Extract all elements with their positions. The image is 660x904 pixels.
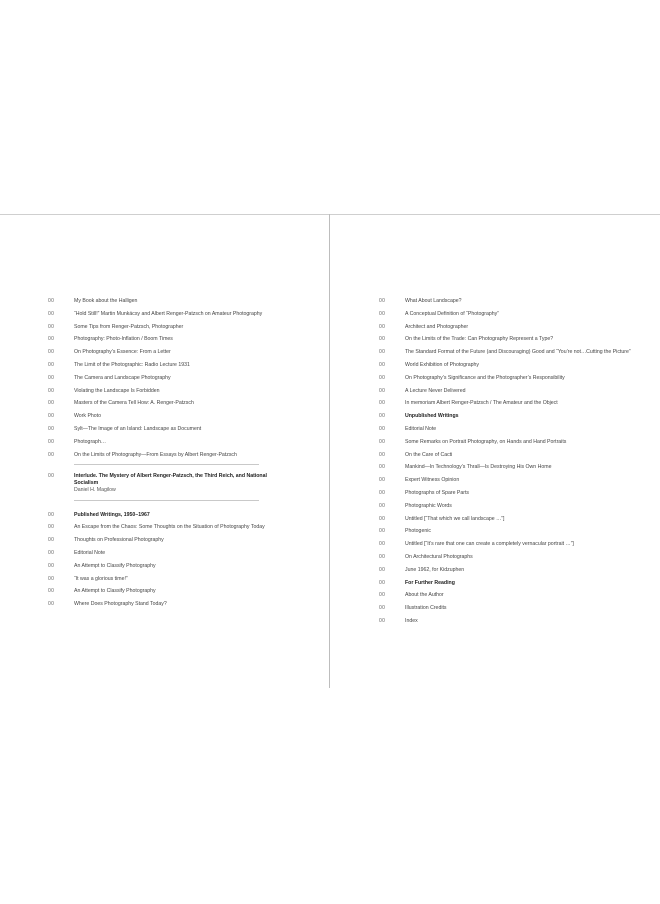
- page-number: 00: [48, 524, 55, 531]
- toc-entry-title: Architect and Photographer: [405, 323, 469, 330]
- toc-entry-title: Unpublished Writings: [405, 413, 459, 420]
- page-number: 00: [379, 553, 386, 560]
- toc-entry-title: Some Remarks on Portrait Photography, on Hands and Hand Portraits: [405, 438, 567, 445]
- toc-entry[interactable]: [379, 439, 649, 445]
- toc-entry[interactable]: [48, 576, 288, 582]
- toc-entry[interactable]: [379, 503, 649, 509]
- toc-entry[interactable]: [48, 311, 288, 317]
- toc-entry[interactable]: [379, 477, 649, 483]
- toc-entry[interactable]: [48, 400, 288, 406]
- toc-entry[interactable]: [48, 550, 288, 556]
- toc-entry[interactable]: [48, 588, 288, 594]
- page-number: 00: [379, 413, 386, 420]
- toc-entry-title: On the Limits of Photography—From Essays by Albert Renger-Patzsch: [74, 451, 237, 458]
- page-number: 00: [379, 425, 386, 432]
- page-number: 00: [48, 537, 55, 544]
- toc-entry-title: My Book about the Halligen: [74, 298, 138, 304]
- page-number: 00: [48, 511, 55, 518]
- toc-entry[interactable]: [48, 601, 288, 607]
- toc-entry[interactable]: [379, 567, 649, 573]
- gutter-divider: [329, 214, 330, 688]
- toc-entry-title: Photographs of Spare Parts: [405, 489, 470, 496]
- page-number: 00: [48, 298, 55, 304]
- toc-entry[interactable]: [379, 324, 649, 330]
- toc-entry[interactable]: [379, 362, 649, 368]
- toc-entry-title: Sylt—The Image of an Island: Landscape as Document: [74, 425, 202, 432]
- toc-entry-title: Illustration Credits: [405, 605, 447, 612]
- toc-entry[interactable]: [379, 375, 649, 381]
- page-number: 00: [48, 575, 55, 582]
- page-number: 00: [379, 477, 386, 484]
- page-number: 00: [48, 413, 55, 420]
- page-number: 00: [379, 400, 386, 407]
- toc-entry[interactable]: [379, 426, 649, 432]
- page-number: 00: [379, 451, 386, 458]
- toc-entry[interactable]: [379, 452, 649, 458]
- toc-entry[interactable]: [379, 464, 649, 470]
- page-number: 00: [379, 489, 386, 496]
- toc-entry-title: The Standard Format of the Future (and Discouraging) Good and “You’re not…Cutting the Picture”: [405, 349, 631, 356]
- toc-entry-title: Some Tips from Renger-Patzsch, Photographer: [74, 323, 184, 330]
- toc-entry[interactable]: [48, 563, 288, 569]
- toc-entry-title: A Lecture Never Delivered: [405, 387, 466, 394]
- toc-entry[interactable]: [379, 580, 649, 586]
- page-number: 00: [379, 374, 386, 381]
- toc-entry-title: The Limit of the Photographic: Radio Lecture 1931: [74, 361, 190, 368]
- page-number: 00: [48, 588, 55, 595]
- toc-entry-title: Interlude. The Mystery of Albert Renger-Patzsch, the Third Reich, and National Socialism: [74, 473, 267, 486]
- toc-entry[interactable]: [379, 618, 649, 624]
- page-number: 00: [379, 566, 386, 573]
- page-number: 00: [379, 592, 386, 599]
- toc-entry-title: Work Photo: [74, 413, 102, 420]
- toc-entry[interactable]: [379, 400, 649, 406]
- toc-entry[interactable]: [379, 605, 649, 611]
- page-number: 00: [379, 617, 386, 624]
- page-number: 00: [48, 400, 55, 407]
- page-number: 00: [48, 562, 55, 569]
- toc-entry-title: Photographic Words: [405, 502, 452, 509]
- page-number: 00: [379, 361, 386, 368]
- page-number: 00: [48, 336, 55, 343]
- toc-entry[interactable]: [379, 528, 649, 534]
- toc-entry-title: Photogenic: [405, 528, 431, 535]
- toc-entry-title: For Further Reading: [405, 579, 455, 586]
- toc-entry[interactable]: [379, 516, 649, 522]
- toc-entry-title: A Conceptual Definition of “Photography”: [405, 310, 500, 317]
- toc-entry[interactable]: [48, 336, 288, 342]
- toc-entry-title: Where Does Photography Stand Today?: [74, 601, 167, 608]
- toc-entry[interactable]: [379, 336, 649, 342]
- toc-entry-title: June 1962, for Kidzuphen: [405, 566, 465, 573]
- toc-entry-title: Untitled [“It’s rare that one can create a completely vernacular portrait …”]: [405, 541, 574, 548]
- toc-entry-title: An Attempt to Classify Photography: [74, 562, 156, 569]
- toc-entry-title: On Photography’s Essence: From a Letter: [74, 349, 171, 356]
- toc-entry-interlude[interactable]: [48, 473, 288, 493]
- page-number: 00: [48, 601, 55, 608]
- toc-entry[interactable]: [48, 426, 288, 432]
- toc-entry-title: Photography: Photo-Inflation / Boom Times: [74, 336, 173, 343]
- toc-entry-title: What About Landscape?: [405, 298, 462, 304]
- page-number: 00: [48, 451, 55, 458]
- toc-entry[interactable]: [48, 375, 288, 381]
- toc-entry[interactable]: [48, 362, 288, 368]
- toc-entry-title: Violating the Landscape Is Forbidden: [74, 387, 160, 394]
- toc-entry-title: Editorial Note: [405, 425, 437, 432]
- toc-entry-title: The Camera and Landscape Photography: [74, 374, 171, 381]
- toc-entry[interactable]: [379, 490, 649, 496]
- page-number: 00: [48, 387, 55, 394]
- toc-entry[interactable]: [48, 388, 288, 394]
- toc-entry-title: Untitled [“That which we call landscape …”]: [405, 515, 505, 522]
- toc-entry[interactable]: [48, 512, 288, 518]
- toc-entry-title: Expert Witness Opinion: [405, 477, 460, 484]
- toc-entry[interactable]: [379, 413, 649, 419]
- toc-entry-title: “It was a glorious time!”: [74, 575, 128, 582]
- toc-entry-title: “Hold Still!” Martin Munkácsy and Albert Renger-Patzsch on Amateur Photography: [74, 310, 263, 317]
- toc-entry[interactable]: [48, 298, 288, 304]
- toc-entry-title: Published Writings, 1950–1967: [74, 511, 150, 518]
- page-number: 00: [379, 502, 386, 509]
- page-number: 00: [379, 579, 386, 586]
- toc-entry[interactable]: [48, 439, 288, 445]
- page-number: 00: [379, 541, 386, 548]
- toc-entry-title: Photograph…: [74, 438, 107, 445]
- page-number: 00: [379, 323, 386, 330]
- page-number: 00: [48, 549, 55, 556]
- page-number: 00: [379, 336, 386, 343]
- toc-entry[interactable]: [48, 349, 288, 355]
- page-number: 00: [48, 374, 55, 381]
- toc-entry-title: On Photography’s Significance and the Photographer’s Responsibility: [405, 374, 565, 381]
- toc-entry[interactable]: [379, 541, 649, 547]
- toc-left-column: [48, 298, 288, 614]
- toc-entry[interactable]: [379, 298, 649, 304]
- toc-entry[interactable]: [48, 413, 288, 419]
- toc-entry[interactable]: [48, 537, 288, 543]
- toc-right-column: [379, 298, 649, 631]
- page-number: 00: [379, 528, 386, 535]
- toc-entry[interactable]: [379, 554, 649, 560]
- toc-entry-title: Editorial Note: [74, 549, 106, 556]
- toc-entry[interactable]: [48, 452, 288, 458]
- section-rule: [74, 464, 259, 465]
- toc-entry-title: An Escape from the Chaos: Some Thoughts on the Situation of Photography Today: [74, 524, 265, 531]
- page-number: 00: [48, 473, 55, 480]
- toc-entry[interactable]: [379, 388, 649, 394]
- toc-entry-title: An Attempt to Classify Photography: [74, 588, 156, 595]
- page-number: 00: [48, 425, 55, 432]
- page-number: 00: [379, 298, 386, 304]
- page-number: 00: [379, 438, 386, 445]
- toc-entry-author: Daniel H. Magilow: [74, 486, 116, 493]
- page-number: 00: [48, 310, 55, 317]
- toc-entry-title: Thoughts on Professional Photography: [74, 537, 164, 544]
- toc-entry[interactable]: [379, 592, 649, 598]
- toc-entry-title: On the Care of Cacti: [405, 451, 453, 458]
- toc-entry-title: In memoriam Albert Renger-Patzsch / The Amateur and the Object: [405, 400, 558, 407]
- toc-entry[interactable]: [48, 524, 288, 530]
- toc-entry-title: On the Limits of the Trade: Can Photography Represent a Type?: [405, 336, 554, 343]
- toc-entry-title: On Architectural Photographs: [405, 553, 473, 560]
- page-number: 00: [48, 349, 55, 356]
- toc-entry-title: Index: [405, 617, 418, 624]
- page-number: 00: [379, 605, 386, 612]
- section-rule: [74, 500, 259, 501]
- toc-entry-title: World Exhibition of Photography: [405, 361, 480, 368]
- toc-entry[interactable]: [379, 349, 649, 355]
- toc-entry-title: About the Author: [405, 592, 444, 599]
- page-number: 00: [48, 361, 55, 368]
- page-number: 00: [379, 310, 386, 317]
- page-number: 00: [379, 349, 386, 356]
- page-number: 00: [379, 464, 386, 471]
- page-number: 00: [379, 515, 386, 522]
- toc-entry-title: Masters of the Camera Tell How: A. Renger-Patzsch: [74, 400, 194, 407]
- toc-entry[interactable]: [48, 324, 288, 330]
- toc-entry-title: Mankind—In Technology’s Thrall—Is Destroying His Own Home: [405, 464, 552, 471]
- toc-entry[interactable]: [379, 311, 649, 317]
- page-number: 00: [48, 323, 55, 330]
- page-number: 00: [379, 387, 386, 394]
- page-number: 00: [48, 438, 55, 445]
